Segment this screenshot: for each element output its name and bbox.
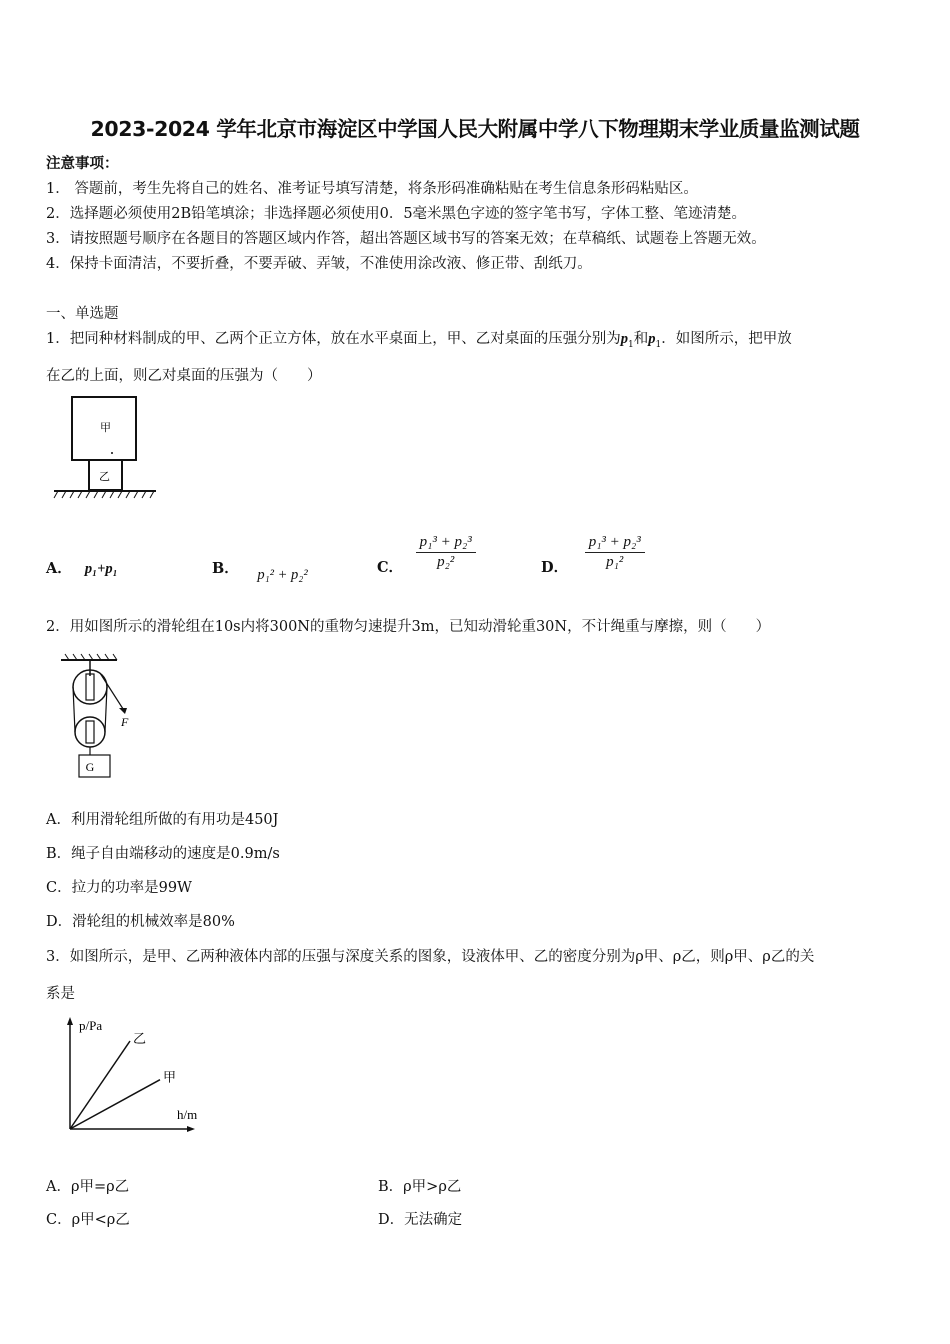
series-line-1 xyxy=(70,1041,130,1129)
y-axis-arrow xyxy=(67,1017,73,1025)
q1-stem-text-a: 1．把同种材料制成的甲、乙两个正立方体，放在水平桌面上，甲、乙对桌面的压强分别为 xyxy=(46,331,621,347)
page-title: 2023-2024 学年北京市海淀区中学国人民大附属中学八下物理期末学业质量监测试题 xyxy=(90,117,860,141)
notice-item-3: 3．请按照题号顺序在各题目的答题区域内作答，超出答题区域书写的答案无效；在草稿纸、试题卷上答题无效。 xyxy=(46,231,766,247)
q3-stem-line1: 3．如图所示，是甲、乙两种液体内部的压强与深度关系的图象，设液体甲、乙的密度分别为ρ甲、ρ乙，则ρ甲、ρ乙的关 xyxy=(46,949,815,965)
table-hatching xyxy=(54,491,154,498)
q1-figure xyxy=(52,393,162,503)
force-arrow xyxy=(119,708,127,714)
q2-stem: 2．用如图所示的滑轮组在10s内将300N的重物匀速提升3m，已知动滑轮重30N，不计绳重与摩擦，则（ ） xyxy=(46,619,771,635)
x-axis-label: h/m xyxy=(177,1107,198,1122)
q1-option-a[interactable] xyxy=(46,557,118,578)
q1-option-d-fraction xyxy=(585,534,645,571)
q2-figure xyxy=(55,652,145,782)
q1-option-b[interactable] xyxy=(212,557,308,583)
q1-option-d-denominator: p₁² xyxy=(606,554,624,570)
cube-jia-label: 甲 xyxy=(100,422,111,434)
q3-option-a[interactable]: A．ρ甲=ρ乙 xyxy=(46,1179,130,1195)
q3-option-d[interactable]: D．无法确定 xyxy=(378,1212,463,1228)
q1-option-c-fraction xyxy=(416,534,476,571)
q1-option-c[interactable] xyxy=(377,534,476,576)
q2-option-c[interactable]: C．拉力的功率是99W xyxy=(46,880,192,896)
q1-option-d[interactable] xyxy=(541,534,645,576)
notice-heading: 注意事项： xyxy=(46,155,119,172)
q3-chart xyxy=(55,1012,215,1137)
notice-item-4: 4．保持卡面清洁，不要折叠，不要弄破、弄皱，不准使用涂改液、修正带、刮纸刀。 xyxy=(46,256,592,272)
q2-option-a[interactable]: A．利用滑轮组所做的有用功是450J xyxy=(46,812,279,828)
q3-stem-line2: 系是 xyxy=(46,986,75,1002)
q2-option-d[interactable]: D．滑轮组的机械效率是80% xyxy=(46,914,235,930)
weight-label: G xyxy=(85,760,95,774)
q1-p2: p xyxy=(648,331,656,347)
q1-stem-mid: 和 xyxy=(633,331,649,347)
q2-option-b[interactable]: B．绳子自由端移动的速度是0.9m/s xyxy=(46,846,280,862)
cube-jia-dot xyxy=(111,452,113,454)
q1-stem-line2: 在乙的上面，则乙对桌面的压强为（ ） xyxy=(46,368,322,384)
notice-item-2: 2．选择题必须使用2B铅笔填涂；非选择题必须使用0．5毫米黑色字迹的签字笔书写，字体工整、笔迹清楚。 xyxy=(46,206,747,222)
q1-option-b-text: p₁² + p₂² xyxy=(257,567,308,583)
series-label-2: 甲 xyxy=(163,1069,177,1085)
series-line-2 xyxy=(70,1080,160,1129)
force-label: F xyxy=(121,715,129,729)
series-label-1: 乙 xyxy=(133,1031,147,1046)
q1-option-c-numerator: p₁³ + p₂³ xyxy=(416,534,476,553)
q1-option-a-text: p₁+p₁ xyxy=(84,561,118,577)
q1-option-d-label: D． xyxy=(541,559,569,576)
q1-option-c-label: C． xyxy=(377,559,404,576)
section-heading: 一、单选题 xyxy=(46,306,119,322)
q3-option-c[interactable]: C．ρ甲<ρ乙 xyxy=(46,1212,130,1228)
q1-stem-line1 xyxy=(46,327,792,350)
q1-p1: p xyxy=(620,331,628,347)
weight-box xyxy=(79,755,110,777)
q1-option-a-label: A． xyxy=(46,560,72,577)
fixed-pulley-frame xyxy=(86,674,94,700)
notice-item-1: 1． 答题前，考生先将自己的姓名、准考证号填写清楚，将条形码准确粘贴在考生信息条形码粘贴区。 xyxy=(46,181,698,197)
q1-stem-text-b: ．如图所示，把甲放 xyxy=(661,331,792,347)
q1-option-d-numerator: p₁³ + p₂³ xyxy=(585,534,645,553)
x-axis-arrow xyxy=(187,1126,195,1132)
q1-p2-sub: 1 xyxy=(655,339,662,350)
y-axis-label: p/Pa xyxy=(79,1018,103,1033)
q1-option-b-label: B． xyxy=(212,560,239,577)
q1-option-c-denominator: p₂² xyxy=(437,554,455,570)
movable-pulley-frame xyxy=(86,721,94,743)
q3-option-b[interactable]: B．ρ甲>ρ乙 xyxy=(378,1179,462,1195)
cube-yi-label: 乙 xyxy=(99,471,110,483)
rope-free-end xyxy=(100,673,125,712)
q1-p1-sub: 1 xyxy=(627,339,634,350)
